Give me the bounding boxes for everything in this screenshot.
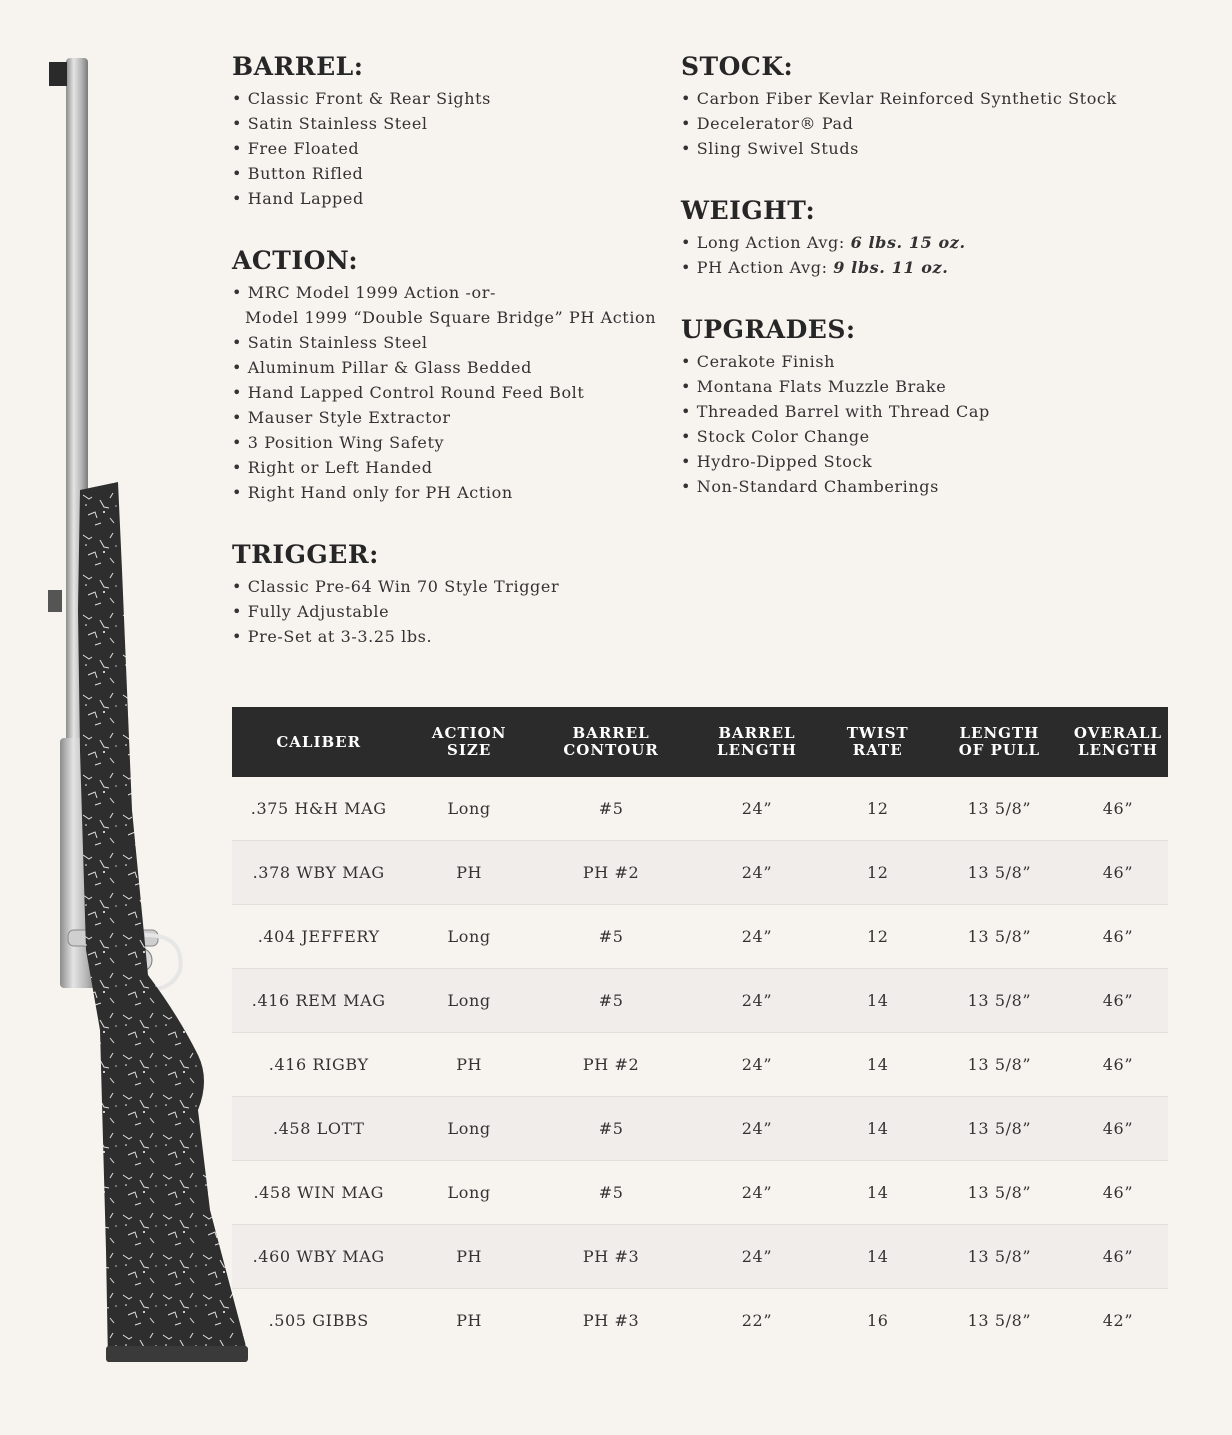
action-item: • Hand Lapped Control Round Feed Bolt [232,383,585,402]
cell-barrel-length: 24” [689,1161,824,1225]
header-barrel-contour: BARREL CONTOUR [533,707,690,777]
barrel-section [232,52,662,211]
table-row [232,1289,1168,1353]
cell-barrel-length: 24” [689,905,824,969]
action-item: • Aluminum Pillar & Glass Bedded [232,358,532,377]
cell-action-size: Long [405,1097,532,1161]
cell-action-size: PH [405,841,532,905]
cell-caliber: .375 H&H MAG [232,777,405,841]
barrel-item: • Satin Stainless Steel [232,114,428,133]
cell-length-of-pull: 13 5/8” [967,1311,1032,1330]
action-item: • Right Hand only for PH Action [232,483,513,502]
action-item: • Right or Left Handed [232,458,433,477]
cell-twist-rate: 14 [825,1097,931,1161]
weight-ph-value: 9 lbs. 11 oz. [833,258,949,277]
trigger-heading: TRIGGER: [232,540,379,569]
cell-barrel-contour: PH #3 [582,1311,640,1330]
cell-twist-rate: 12 [825,777,931,841]
cell-barrel-length: 24” [689,777,824,841]
caliber-spec-table [232,707,1168,1352]
weight-section [681,196,1201,280]
action-item: • Satin Stainless Steel [232,333,428,352]
action-item: • MRC Model 1999 Action -or- [232,283,496,302]
cell-length-of-pull: 13 5/8” [931,841,1068,905]
trigger-item: • Pre-Set at 3-3.25 lbs. [232,627,433,646]
cell-overall-length: 46” [1068,1033,1168,1097]
header-twist-rate: TWIST RATE [825,707,931,777]
barrel-heading: BARREL: [232,52,364,81]
cell-barrel-length: 24” [689,1097,824,1161]
cell-action-size: PH [405,1033,532,1097]
cell-length-of-pull: 13 5/8” [931,1161,1068,1225]
action-item: • Mauser Style Extractor [232,408,451,427]
upgrade-item: • Stock Color Change [681,427,870,446]
cell-twist-rate: 12 [825,841,931,905]
cell-barrel-contour: #5 [533,777,690,841]
cell-overall-length: 46” [1068,1225,1168,1289]
cell-barrel-contour: PH #3 [533,1225,690,1289]
header-action-size: ACTION SIZE [405,707,532,777]
barrel-item: • Hand Lapped [232,189,364,208]
table-row [232,969,1168,1033]
cell-twist-rate: 14 [825,1033,931,1097]
cell-caliber: .460 WBY MAG [232,1225,405,1289]
upgrade-item: • Cerakote Finish [681,352,836,371]
cell-caliber: .505 GIBBS [268,1311,369,1330]
cell-barrel-length: 24” [689,1033,824,1097]
table-row [232,1097,1168,1161]
weight-ph-label: • PH Action Avg: [681,258,834,277]
cell-length-of-pull: 13 5/8” [931,777,1068,841]
stock-item: • Carbon Fiber Kevlar Reinforced Synthetic Stock [681,89,1117,108]
barrel-item: • Free Floated [232,139,360,158]
weight-long-label: • Long Action Avg: [681,233,851,252]
trigger-item: • Fully Adjustable [232,602,390,621]
right-spec-column [681,52,1201,534]
cell-barrel-contour: #5 [533,905,690,969]
stock-item: • Decelerator® Pad [681,114,854,133]
cell-barrel-contour: PH #2 [533,841,690,905]
cell-barrel-contour: #5 [533,969,690,1033]
cell-twist-rate: 14 [825,1225,931,1289]
rifle-stock [78,482,247,1362]
cell-action-size: Long [405,777,532,841]
action-item [232,305,662,330]
header-overall-length: OVERALL LENGTH [1068,707,1168,777]
cell-caliber: .404 JEFFERY [232,905,405,969]
cell-caliber: .458 WIN MAG [232,1161,405,1225]
cell-barrel-length: 24” [689,841,824,905]
header-barrel-length: BARREL LENGTH [689,707,824,777]
cell-overall-length: 46” [1068,777,1168,841]
cell-action-size: PH [405,1225,532,1289]
cell-caliber: .458 LOTT [232,1097,405,1161]
cell-length-of-pull: 13 5/8” [931,1033,1068,1097]
header-length-of-pull: LENGTH OF PULL [931,707,1068,777]
table-row [232,1033,1168,1097]
upgrade-item: • Threaded Barrel with Thread Cap [681,402,990,421]
cell-overall-length: 46” [1068,1097,1168,1161]
cell-overall-length: 46” [1068,905,1168,969]
cell-caliber: .416 REM MAG [232,969,405,1033]
cell-action-size: Long [405,1161,532,1225]
cell-barrel-contour: PH #2 [533,1033,690,1097]
barrel-item: • Button Rifled [232,164,364,183]
rifle-image [40,50,260,1370]
table-row [232,905,1168,969]
cell-length-of-pull: 13 5/8” [931,1097,1068,1161]
upgrades-heading: UPGRADES: [681,315,856,344]
upgrade-item: • Montana Flats Muzzle Brake [681,377,947,396]
action-heading: ACTION: [232,246,359,275]
trigger-item: • Classic Pre-64 Win 70 Style Trigger [232,577,560,596]
weight-ph-item [681,255,1201,280]
cell-overall-length: 46” [1068,1161,1168,1225]
stock-item: • Sling Swivel Studs [681,139,859,158]
cell-overall-length: 46” [1068,841,1168,905]
upgrade-item: • Non-Standard Chamberings [681,477,939,496]
trigger-section [232,540,662,649]
header-caliber: CALIBER [232,707,405,777]
table-row [232,841,1168,905]
weight-long-item [681,230,1201,255]
cell-twist-rate: 16 [866,1311,889,1330]
table-row [232,1225,1168,1289]
stock-heading: STOCK: [681,52,794,81]
stock-section [681,52,1201,161]
upgrades-section [681,315,1201,499]
cell-barrel-length: 24” [689,1225,824,1289]
upgrade-item: • Hydro-Dipped Stock [681,452,873,471]
action-section [232,246,662,505]
cell-barrel-contour: #5 [533,1161,690,1225]
cell-action-size: PH [456,1311,483,1330]
cell-overall-length: 42” [1102,1311,1134,1330]
barrel-item: • Classic Front & Rear Sights [232,89,491,108]
cell-length-of-pull: 13 5/8” [931,905,1068,969]
cell-twist-rate: 14 [825,1161,931,1225]
action-item: • 3 Position Wing Safety [232,433,445,452]
cell-barrel-length: 22” [741,1311,773,1330]
action-item-continuation: Model 1999 “Double Square Bridge” PH Action [245,308,657,327]
left-spec-column [232,52,662,684]
cell-length-of-pull: 13 5/8” [931,969,1068,1033]
cell-length-of-pull: 13 5/8” [931,1225,1068,1289]
cell-barrel-length: 24” [689,969,824,1033]
cell-action-size: Long [405,969,532,1033]
table-row [232,777,1168,841]
table-row [232,1161,1168,1225]
cell-twist-rate: 14 [825,969,931,1033]
table-header-row [232,707,1168,777]
cell-caliber: .416 RIGBY [232,1033,405,1097]
weight-long-value: 6 lbs. 15 oz. [850,233,966,252]
cell-caliber: .378 WBY MAG [232,841,405,905]
cell-barrel-contour: #5 [533,1097,690,1161]
cell-twist-rate: 12 [825,905,931,969]
cell-overall-length: 46” [1068,969,1168,1033]
cell-action-size: Long [405,905,532,969]
weight-heading: WEIGHT: [681,196,816,225]
